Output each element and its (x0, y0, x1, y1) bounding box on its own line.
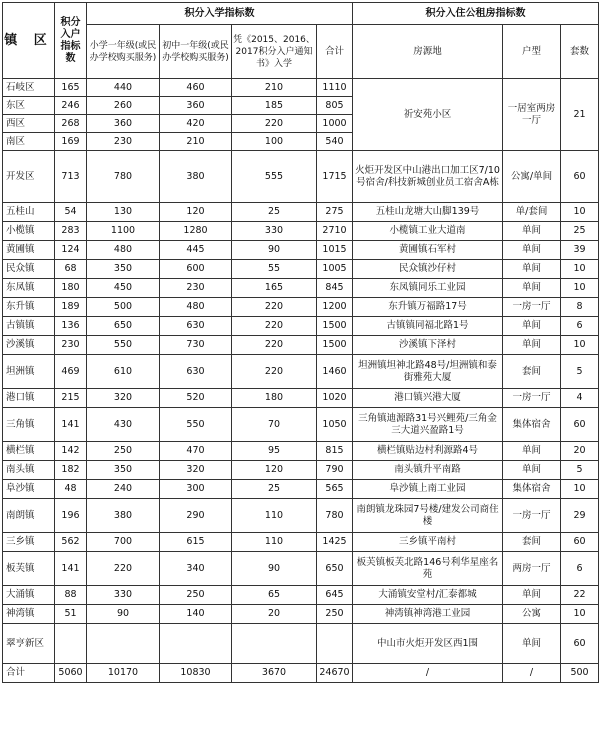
cert-cell: 100 (232, 133, 317, 151)
source-cell: 阜沙镇上南工业园 (353, 480, 503, 499)
junior-cell: 300 (160, 480, 232, 499)
junior-cell: 460 (160, 79, 232, 97)
source-cell: 神湾镇神湾港工业园 (353, 605, 503, 624)
total-cell: 805 (317, 97, 353, 115)
header-housing-group: 积分入住公租房指标数 (353, 3, 599, 25)
primary-cell: 500 (87, 298, 160, 317)
quota-cell: 169 (55, 133, 87, 151)
junior-cell (160, 624, 232, 664)
source-cell: 古镇镇同福北路1号 (353, 317, 503, 336)
table-row (3, 605, 599, 624)
table-row (3, 533, 599, 552)
junior-cell: 550 (160, 408, 232, 442)
town-cell: 南朗镇 (3, 499, 55, 533)
sets-cell: 60 (561, 533, 599, 552)
primary-cell: 230 (87, 133, 160, 151)
town-cell: 大涌镇 (3, 586, 55, 605)
header-cert: 凭《2015、2016、2017积分入户通知书》入学 (232, 25, 317, 79)
quota-cell: 182 (55, 461, 87, 480)
sets-cell: 10 (561, 203, 599, 222)
quota-cell: 246 (55, 97, 87, 115)
cert-cell (232, 624, 317, 664)
sets-cell: 60 (561, 624, 599, 664)
source-cell: 东凤镇同乐工业园 (353, 279, 503, 298)
table-row (3, 222, 599, 241)
town-cell: 开发区 (3, 151, 55, 203)
header-primary: 小学一年级(或民办学校购买服务) (87, 25, 160, 79)
source-cell: 沙溪镇下泽村 (353, 336, 503, 355)
primary-cell: 350 (87, 260, 160, 279)
junior-cell: 520 (160, 389, 232, 408)
cert-cell: 220 (232, 336, 317, 355)
type-cell: 单间 (503, 317, 561, 336)
type-cell: 单间 (503, 336, 561, 355)
table-row (3, 552, 599, 586)
total-cell: 645 (317, 586, 353, 605)
type-cell: 单间 (503, 586, 561, 605)
cert-cell: 555 (232, 151, 317, 203)
primary-cell: 610 (87, 355, 160, 389)
source-cell: 港口镇兴港大厦 (353, 389, 503, 408)
total-cell: 1500 (317, 317, 353, 336)
town-cell: 黄圃镇 (3, 241, 55, 260)
cert-cell: 220 (232, 115, 317, 133)
town-cell: 东凤镇 (3, 279, 55, 298)
cert-cell: 90 (232, 552, 317, 586)
type-cell: 两房一厅 (503, 552, 561, 586)
town-cell: 坦洲镇 (3, 355, 55, 389)
quota-cell: 180 (55, 279, 87, 298)
sets-cell: 39 (561, 241, 599, 260)
primary-cell: 240 (87, 480, 160, 499)
table-row (3, 298, 599, 317)
quota-cell: 88 (55, 586, 87, 605)
header-sets: 套数 (561, 25, 599, 79)
table-row (3, 317, 599, 336)
town-cell: 民众镇 (3, 260, 55, 279)
junior-cell: 630 (160, 317, 232, 336)
junior-cell: 10830 (160, 664, 232, 683)
primary-cell: 10170 (87, 664, 160, 683)
cert-cell: 210 (232, 79, 317, 97)
town-cell: 神湾镇 (3, 605, 55, 624)
junior-cell: 290 (160, 499, 232, 533)
cert-cell: 70 (232, 408, 317, 442)
table-row (3, 461, 599, 480)
town-cell: 南区 (3, 133, 55, 151)
primary-cell: 780 (87, 151, 160, 203)
town-cell: 东升镇 (3, 298, 55, 317)
table-row (3, 624, 599, 664)
type-cell: 单间 (503, 260, 561, 279)
table-row (3, 586, 599, 605)
total-cell: 1500 (317, 336, 353, 355)
source-cell: 板芙镇板芙北路146号利华星座名苑 (353, 552, 503, 586)
quota-cell: 141 (55, 408, 87, 442)
table-row (3, 355, 599, 389)
table-row (3, 499, 599, 533)
sets-cell: 20 (561, 442, 599, 461)
town-cell: 阜沙镇 (3, 480, 55, 499)
header-type: 户型 (503, 25, 561, 79)
quota-cell: 562 (55, 533, 87, 552)
source-cell: 火炬开发区中山港出口加工区7/10号宿舍/科技新城创业员工宿舍A栋 (353, 151, 503, 203)
junior-cell: 470 (160, 442, 232, 461)
primary-cell: 360 (87, 115, 160, 133)
primary-cell: 430 (87, 408, 160, 442)
quota-cell: 230 (55, 336, 87, 355)
junior-cell: 120 (160, 203, 232, 222)
table-row (3, 480, 599, 499)
table-row (3, 408, 599, 442)
header-school-group: 积分入学指标数 (87, 3, 353, 25)
type-cell: 单间 (503, 222, 561, 241)
type-cell: 公寓/单间 (503, 151, 561, 203)
cert-cell: 330 (232, 222, 317, 241)
quota-cell: 469 (55, 355, 87, 389)
total-cell (317, 624, 353, 664)
total-row (3, 664, 599, 683)
type-cell: 单间 (503, 442, 561, 461)
sets-cell: 4 (561, 389, 599, 408)
town-cell: 东区 (3, 97, 55, 115)
junior-cell: 445 (160, 241, 232, 260)
town-cell: 五桂山 (3, 203, 55, 222)
sets-cell: 10 (561, 336, 599, 355)
source-cell: 坦洲镇坦神北路48号/坦洲镇和泰街雅苑大厦 (353, 355, 503, 389)
sets-cell: 500 (561, 664, 599, 683)
total-cell: 1200 (317, 298, 353, 317)
type-cell: 单间 (503, 279, 561, 298)
cert-cell: 220 (232, 298, 317, 317)
header-junior: 初中一年级(或民办学校购买服务) (160, 25, 232, 79)
quota-cell: 5060 (55, 664, 87, 683)
quota-cell: 189 (55, 298, 87, 317)
junior-cell: 420 (160, 115, 232, 133)
type-cell: 一房一厅 (503, 499, 561, 533)
primary-cell: 260 (87, 97, 160, 115)
junior-cell: 210 (160, 133, 232, 151)
junior-cell: 380 (160, 151, 232, 203)
sets-cell: 25 (561, 222, 599, 241)
source-cell: 大涌镇安堂村/汇泰都城 (353, 586, 503, 605)
total-cell: 565 (317, 480, 353, 499)
town-cell: 三角镇 (3, 408, 55, 442)
total-cell: 1000 (317, 115, 353, 133)
town-cell: 港口镇 (3, 389, 55, 408)
table-row (3, 260, 599, 279)
quota-cell: 54 (55, 203, 87, 222)
total-cell: 2710 (317, 222, 353, 241)
junior-cell: 1280 (160, 222, 232, 241)
quota-cell: 141 (55, 552, 87, 586)
total-cell: 815 (317, 442, 353, 461)
sets-cell: 21 (561, 79, 599, 151)
type-cell: 套间 (503, 355, 561, 389)
source-cell: 横栏镇贴边村利源路4号 (353, 442, 503, 461)
source-cell: 三角镇迪源路31号兴鲤苑/三角金三大道兴盈路1号 (353, 408, 503, 442)
total-cell: 790 (317, 461, 353, 480)
cert-cell: 25 (232, 203, 317, 222)
primary-cell: 250 (87, 442, 160, 461)
town-cell: 板芙镇 (3, 552, 55, 586)
source-cell: 南头镇升平南路 (353, 461, 503, 480)
sets-cell: 22 (561, 586, 599, 605)
quota-cell: 196 (55, 499, 87, 533)
quota-cell: 124 (55, 241, 87, 260)
town-cell: 西区 (3, 115, 55, 133)
type-cell: / (503, 664, 561, 683)
cert-cell: 90 (232, 241, 317, 260)
type-cell: 一居室两房一厅 (503, 79, 561, 151)
quota-cell: 268 (55, 115, 87, 133)
town-cell: 横栏镇 (3, 442, 55, 461)
sets-cell: 60 (561, 151, 599, 203)
type-cell: 集体宿舍 (503, 480, 561, 499)
source-cell: 五桂山龙塘大山脚139号 (353, 203, 503, 222)
header-row-2 (3, 25, 599, 79)
table-row (3, 279, 599, 298)
primary-cell: 480 (87, 241, 160, 260)
sets-cell: 60 (561, 408, 599, 442)
cert-cell: 165 (232, 279, 317, 298)
header-source: 房源地 (353, 25, 503, 79)
town-cell: 小榄镇 (3, 222, 55, 241)
type-cell: 单间 (503, 624, 561, 664)
cert-cell: 110 (232, 533, 317, 552)
junior-cell: 140 (160, 605, 232, 624)
cert-cell: 20 (232, 605, 317, 624)
header-town: 镇 区 (3, 3, 55, 79)
quota-cell: 142 (55, 442, 87, 461)
junior-cell: 320 (160, 461, 232, 480)
cert-cell: 180 (232, 389, 317, 408)
primary-cell: 380 (87, 499, 160, 533)
table-row (3, 336, 599, 355)
primary-cell: 220 (87, 552, 160, 586)
junior-cell: 730 (160, 336, 232, 355)
sets-cell: 6 (561, 317, 599, 336)
table-row (3, 203, 599, 222)
table-row (3, 389, 599, 408)
cert-cell: 95 (232, 442, 317, 461)
total-cell: 275 (317, 203, 353, 222)
sets-cell: 5 (561, 355, 599, 389)
sets-cell: 10 (561, 279, 599, 298)
cert-cell: 185 (232, 97, 317, 115)
quota-cell: 48 (55, 480, 87, 499)
junior-cell: 230 (160, 279, 232, 298)
total-cell: 1425 (317, 533, 353, 552)
primary-cell: 330 (87, 586, 160, 605)
junior-cell: 360 (160, 97, 232, 115)
type-cell: 公寓 (503, 605, 561, 624)
total-cell: 24670 (317, 664, 353, 683)
table-row (3, 79, 599, 97)
quota-cell: 51 (55, 605, 87, 624)
total-cell: 250 (317, 605, 353, 624)
header-total: 合计 (317, 25, 353, 79)
type-cell: 套间 (503, 533, 561, 552)
table-row (3, 442, 599, 461)
quota-cell: 136 (55, 317, 87, 336)
sets-cell: 8 (561, 298, 599, 317)
primary-cell: 350 (87, 461, 160, 480)
cert-cell: 220 (232, 355, 317, 389)
cert-cell: 120 (232, 461, 317, 480)
junior-cell: 600 (160, 260, 232, 279)
town-cell: 三乡镇 (3, 533, 55, 552)
primary-cell: 90 (87, 605, 160, 624)
town-cell: 翠亨新区 (3, 624, 55, 664)
cert-cell: 25 (232, 480, 317, 499)
primary-cell: 700 (87, 533, 160, 552)
type-cell: 单/套间 (503, 203, 561, 222)
total-cell: 1020 (317, 389, 353, 408)
type-cell: 一房一厅 (503, 298, 561, 317)
total-cell: 1050 (317, 408, 353, 442)
type-cell: 单间 (503, 461, 561, 480)
type-cell: 集体宿舍 (503, 408, 561, 442)
primary-cell: 1100 (87, 222, 160, 241)
type-cell: 一房一厅 (503, 389, 561, 408)
sets-cell: 10 (561, 605, 599, 624)
quota-cell: 283 (55, 222, 87, 241)
primary-cell: 130 (87, 203, 160, 222)
source-cell: / (353, 664, 503, 683)
junior-cell: 340 (160, 552, 232, 586)
source-cell: 黄圃镇石军村 (353, 241, 503, 260)
junior-cell: 630 (160, 355, 232, 389)
sets-cell: 6 (561, 552, 599, 586)
total-cell: 540 (317, 133, 353, 151)
primary-cell (87, 624, 160, 664)
town-cell: 南头镇 (3, 461, 55, 480)
cert-cell: 65 (232, 586, 317, 605)
cert-cell: 55 (232, 260, 317, 279)
quota-cell: 713 (55, 151, 87, 203)
quota-cell: 215 (55, 389, 87, 408)
quota-cell (55, 624, 87, 664)
quota-cell: 68 (55, 260, 87, 279)
town-cell: 合计 (3, 664, 55, 683)
total-cell: 650 (317, 552, 353, 586)
town-cell: 沙溪镇 (3, 336, 55, 355)
junior-cell: 250 (160, 586, 232, 605)
primary-cell: 450 (87, 279, 160, 298)
source-cell: 三乡镇平南村 (353, 533, 503, 552)
total-cell: 1460 (317, 355, 353, 389)
sets-cell: 29 (561, 499, 599, 533)
primary-cell: 550 (87, 336, 160, 355)
primary-cell: 440 (87, 79, 160, 97)
junior-cell: 480 (160, 298, 232, 317)
total-cell: 780 (317, 499, 353, 533)
sets-cell: 10 (561, 480, 599, 499)
header-row-1 (3, 3, 599, 25)
junior-cell: 615 (160, 533, 232, 552)
total-cell: 1015 (317, 241, 353, 260)
quota-cell: 165 (55, 79, 87, 97)
total-cell: 1110 (317, 79, 353, 97)
table-row (3, 241, 599, 260)
sets-cell: 5 (561, 461, 599, 480)
cert-cell: 3670 (232, 664, 317, 683)
source-cell: 南朗镇龙珠园7号楼/建发公司商住楼 (353, 499, 503, 533)
cert-cell: 220 (232, 317, 317, 336)
town-cell: 石岐区 (3, 79, 55, 97)
total-cell: 1715 (317, 151, 353, 203)
source-cell: 祈安苑小区 (353, 79, 503, 151)
table-row (3, 151, 599, 203)
cert-cell: 110 (232, 499, 317, 533)
town-cell: 古镇镇 (3, 317, 55, 336)
source-cell: 民众镇沙仔村 (353, 260, 503, 279)
header-quota: 积分入户指标数 (55, 3, 87, 79)
source-cell: 中山市火炬开发区西1围 (353, 624, 503, 664)
type-cell: 单间 (503, 241, 561, 260)
sets-cell: 10 (561, 260, 599, 279)
quota-table (2, 2, 599, 683)
primary-cell: 320 (87, 389, 160, 408)
source-cell: 小榄镇工业大道南 (353, 222, 503, 241)
total-cell: 1005 (317, 260, 353, 279)
source-cell: 东升镇万福路17号 (353, 298, 503, 317)
primary-cell: 650 (87, 317, 160, 336)
total-cell: 845 (317, 279, 353, 298)
